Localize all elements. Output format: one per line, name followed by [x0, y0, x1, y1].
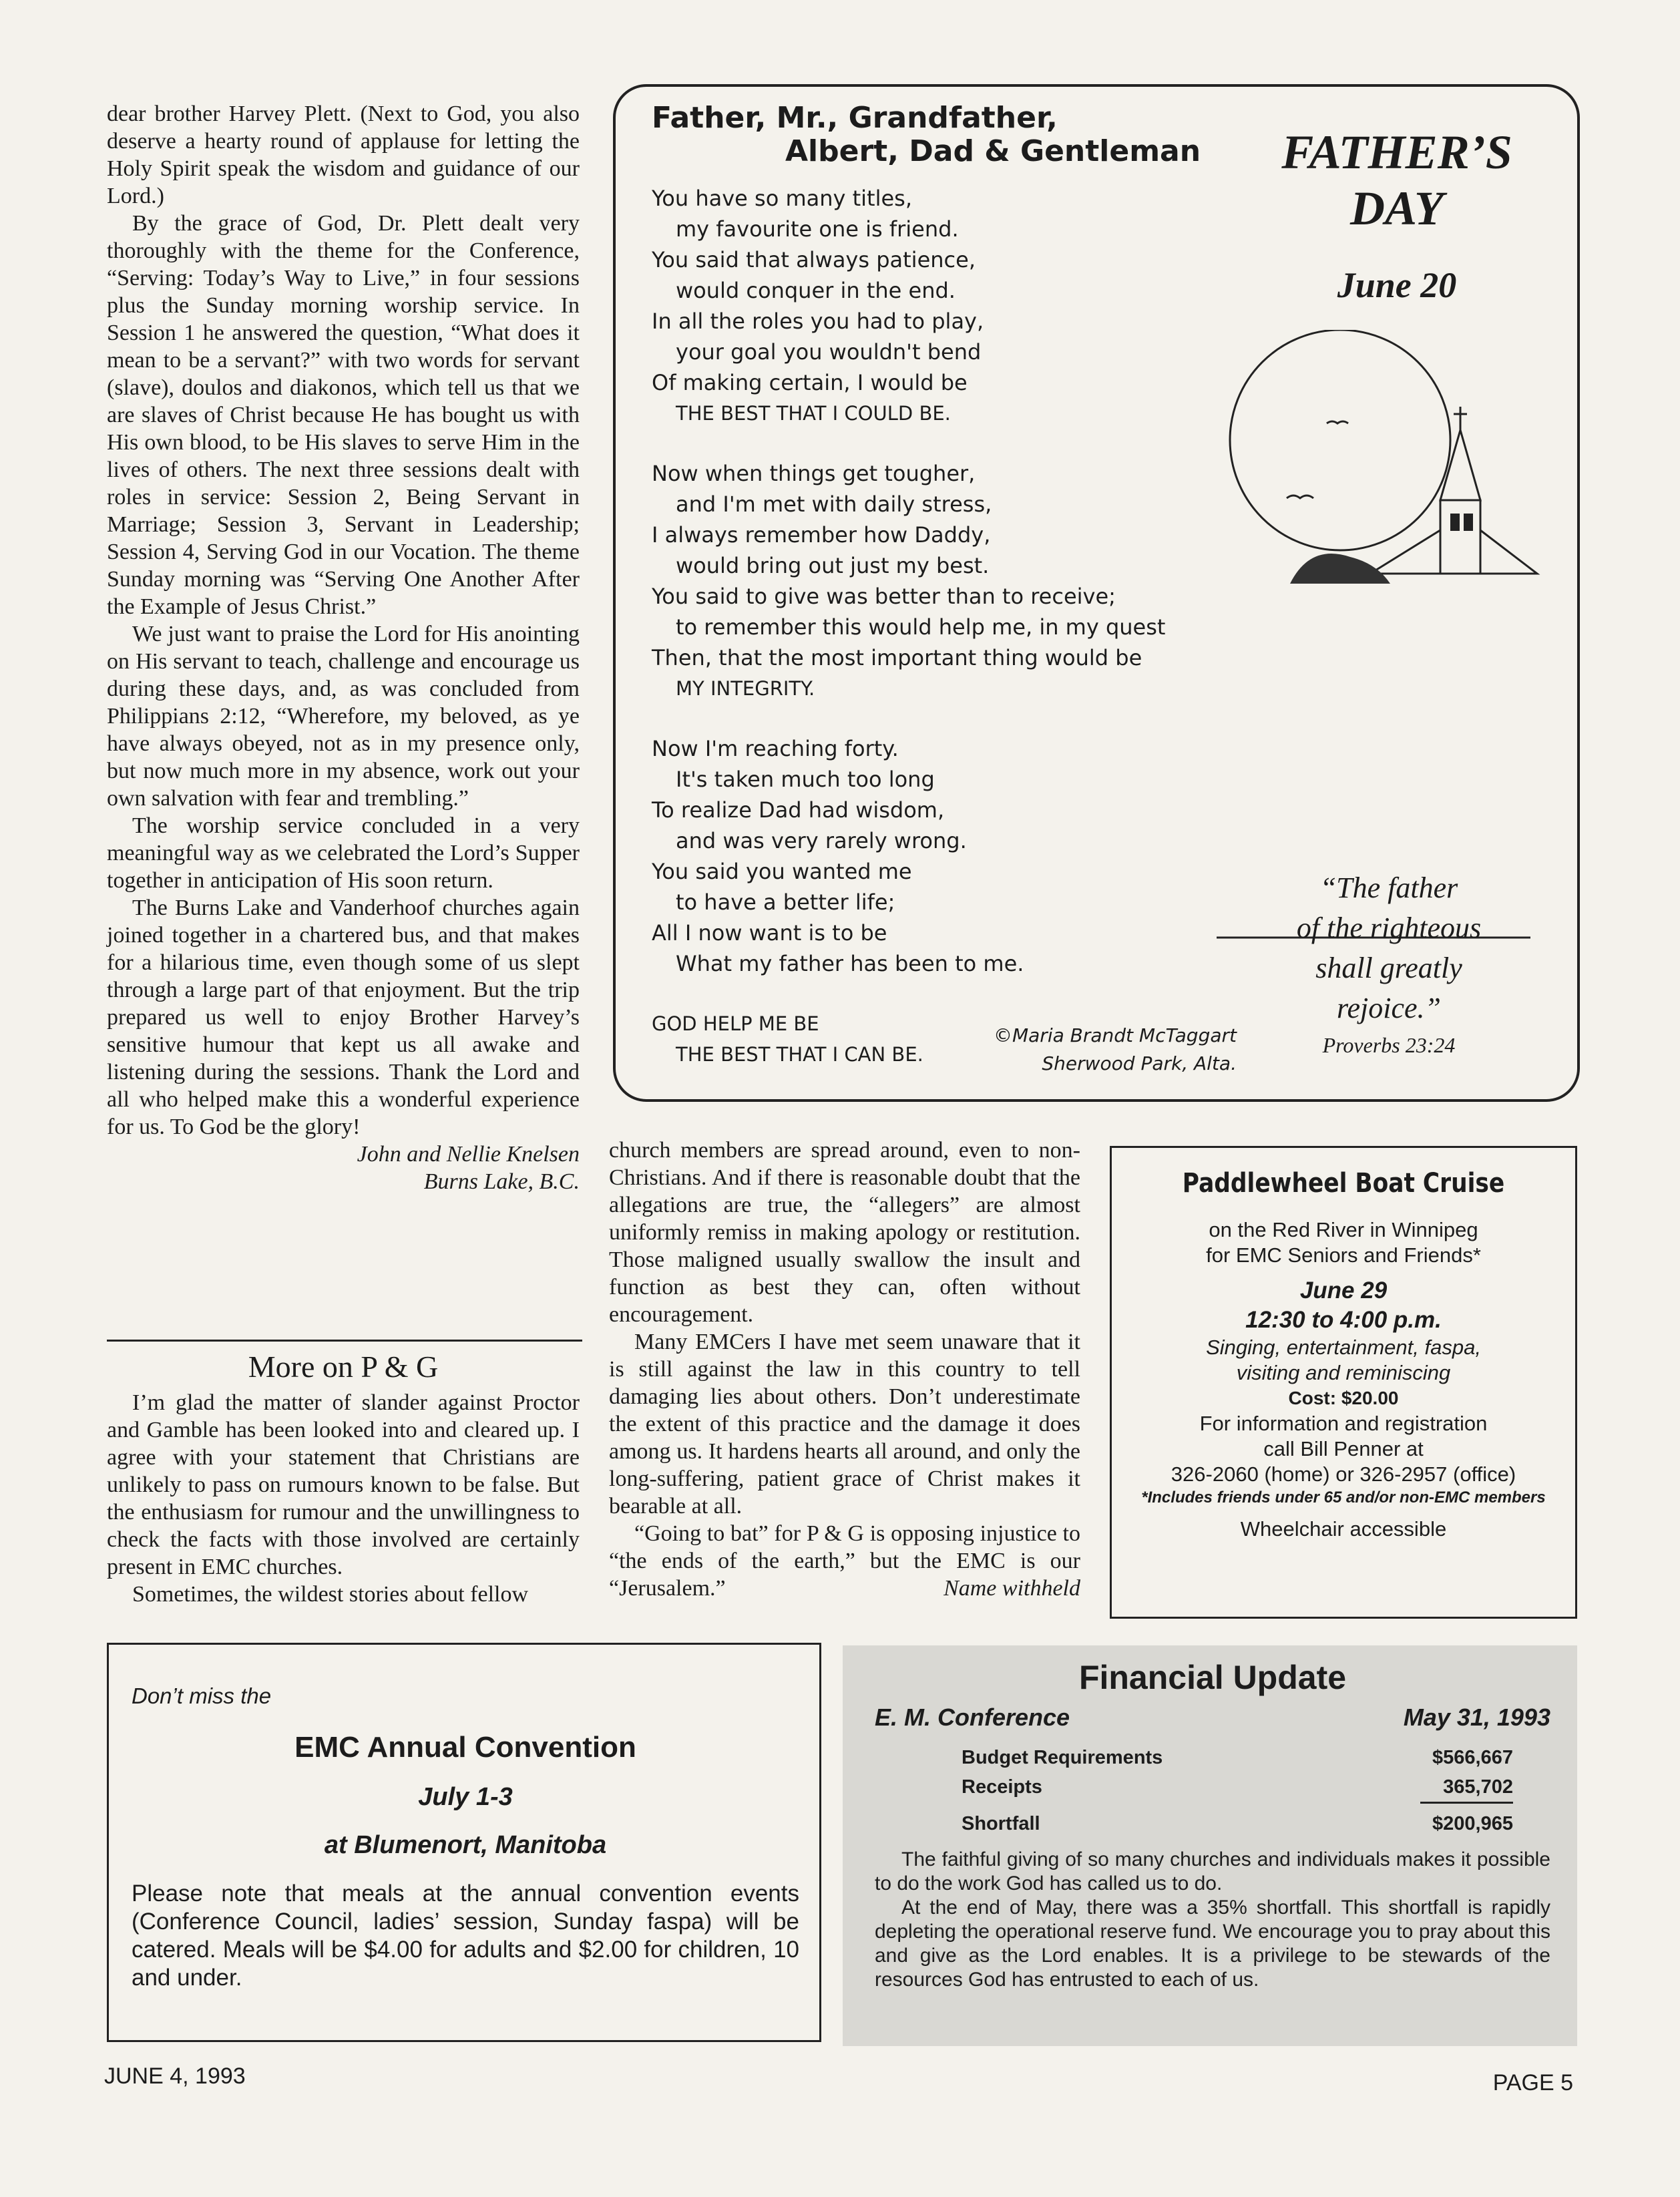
bird-icon: [1327, 421, 1348, 423]
poem-line: To realize Dad had wisdom,: [652, 797, 945, 823]
quote-line: “The father: [1319, 871, 1458, 904]
cruise-time: 12:30 to 4:00 p.m.: [1245, 1307, 1442, 1333]
poem-line: my favourite one is friend.: [676, 216, 959, 242]
cruise-line: on the Red River in Winnipeg: [1209, 1218, 1478, 1241]
church-window: [1464, 514, 1473, 531]
financial-date: May 31, 1993: [1403, 1704, 1550, 1731]
article-paragraph: The Burns Lake and Vanderhoof churches again joined together in a chartered bus, and that makes for a hilarious time, even though some of us slept through a large part of that enjoyment. But the trip prepared us well to enjoy Brother Harvey’s sensitive humour that kept us all awake and listening during the sessions. Thank the Lord and all who helped make this a wonderful experience for us. To God be the glory!: [107, 895, 580, 1139]
steeple: [1440, 430, 1480, 500]
cruise-date: June 29: [1299, 1277, 1388, 1304]
poem-line: and I'm met with daily stress,: [676, 491, 992, 517]
financial-value: $200,965: [1432, 1813, 1513, 1834]
pg-heading: More on P & G: [248, 1350, 439, 1384]
financial-update-box: [843, 1645, 1577, 2046]
convention-dates: July 1-3: [418, 1783, 513, 1811]
signature-name: Name withheld: [943, 1576, 1080, 1601]
poem-closing-line2: THE BEST THAT I CAN BE.: [676, 1043, 923, 1066]
cruise-cost: Cost: $20.00: [1288, 1388, 1399, 1408]
article-paragraph: I’m glad the matter of slander against Proctor and Gamble has been looked into and cleared up. I agree with your statement that Christians are unlikely to pass on rumours known to be false. But the enthusiasm for rumour and the unwillingness to check the facts with those involved are certainly present in EMC churches.: [107, 1390, 580, 1579]
cruise-info: call Bill Penner at: [1263, 1437, 1424, 1460]
poem-line: your goal you wouldn't bend: [676, 339, 982, 365]
poem-line: and was very rarely wrong.: [676, 828, 967, 853]
financial-org: E. M. Conference: [875, 1704, 1070, 1731]
poem-line: You said to give was better than to receive;: [652, 584, 1116, 609]
article-paragraph: dear brother Harvey Plett. (Next to God, you also deserve a hearty round of applause for letting the Holy Spirit speak the wisdom and guidance of our Lord.): [107, 102, 580, 208]
poem-line: In all the roles you had to play,: [652, 309, 984, 334]
section-divider: [107, 1340, 582, 1342]
financial-label: Receipts: [962, 1776, 1042, 1798]
poem-line: would conquer in the end.: [676, 278, 956, 303]
article-paragraph: Sometimes, the wildest stories about fellow: [132, 1582, 529, 1607]
poem-author-name: ©Maria Brandt McTaggart: [993, 1024, 1237, 1046]
cruise-footnote: *Includes friends under 65 and/or non-EMC members: [1141, 1488, 1546, 1507]
quote-line: rejoice.”: [1337, 992, 1441, 1024]
church-roof: [1480, 530, 1537, 574]
financial-table: [962, 1743, 1513, 1838]
cruise-title: Paddlewheel Boat Cruise: [1182, 1168, 1505, 1199]
poem: [652, 102, 1226, 1070]
financial-header: [875, 1702, 1550, 1734]
financial-paragraph: The faithful giving of so many churches and individuals makes it possible to do the work God has called us to do.: [875, 1848, 1550, 1894]
financial-row: [962, 1772, 1513, 1804]
poem-line: What my father has been to me.: [676, 951, 1024, 976]
cruise-access: Wheelchair accessible: [1240, 1517, 1447, 1541]
convention-intro: Don’t miss the: [132, 1683, 272, 1708]
poem-line: Now I'm reaching forty.: [652, 736, 899, 761]
poem-author-place: Sherwood Park, Alta.: [1042, 1052, 1237, 1074]
cruise-activities: Singing, entertainment, faspa,: [1206, 1336, 1481, 1359]
signature-place: Burns Lake, B.C.: [423, 1169, 580, 1194]
poem-line: MY INTEGRITY.: [676, 677, 815, 700]
pg-article: [107, 1349, 580, 1608]
church-illustration: [1217, 330, 1577, 944]
fathers-day-date: June 20: [1337, 265, 1457, 305]
article-paragraph: By the grace of God, Dr. Plett dealt very thoroughly with the theme for the Conference, “Serving: Today’s Way to Live,” in four sessions plus the Sunday morning worship service. In Session 1 he answered the question, “What does it mean to be a servant?” with two words for servant (slave), doulos and diakonos, which tell us that we are slaves of Christ because He has bought us with His own blood, to be His slaves to serve Him in the lives of others. The next three sessions dealt with roles in service: Session 2, Being Servant in Marriage; Session 3, Servant in Leadership; Session 4, Serving God in our Vocation. The theme Sunday morning was “Serving One Another After the Example of Jesus Christ.”: [107, 211, 580, 619]
poem-stanza: [652, 733, 1226, 979]
poem-stanza: [652, 458, 1226, 704]
financial-label: Budget Requirements: [962, 1747, 1163, 1768]
poem-line: THE BEST THAT I COULD BE.: [676, 402, 951, 425]
church-roof: [1370, 530, 1440, 574]
left-column-article: [107, 100, 580, 1195]
poem-line: Now when things get tougher,: [652, 461, 976, 486]
poem-stanza: [652, 183, 1226, 429]
financial-row: [962, 1809, 1513, 1838]
poem-line: Of making certain, I would be: [652, 370, 968, 395]
poem-line: I always remember how Daddy,: [652, 522, 991, 548]
cruise-box: [1110, 1146, 1577, 1619]
praying-hands-icon: [1290, 554, 1390, 584]
article-paragraph: We just want to praise the Lord for His anointing on His servant to teach, challenge and encourage us during these days, and, as was concluded from Philippians 2:12, “Wherefore, my beloved, as ye have always obeyed, not as in my presence only, but now much more in my absence, work out your own salvation with fear and trembling.”: [107, 622, 580, 811]
financial-label: Shortfall: [962, 1813, 1040, 1834]
signature-name: John and Nellie Knelsen: [357, 1142, 580, 1167]
fathers-day-panel: [1230, 123, 1564, 309]
poem-line: Then, that the most important thing would be: [652, 645, 1142, 670]
cruise-info: For information and registration: [1199, 1412, 1488, 1435]
poem-title-line2: Albert, Dad & Gentleman: [785, 134, 1201, 168]
poem-line: It's taken much too long: [676, 767, 935, 792]
financial-value: 365,702: [1420, 1772, 1513, 1804]
pg-article-continued: [609, 1137, 1080, 1602]
scripture-quote: [1249, 868, 1529, 1062]
article-paragraph: “Going to bat” for P & G is opposing injustice to “the ends of the earth,” but the EMC is our “Jerusalem.”: [609, 1521, 1080, 1601]
cruise-phones: 326-2060 (home) or 326-2957 (office): [1171, 1462, 1516, 1486]
poem-line: You said you wanted me: [652, 859, 912, 884]
poem-line: would bring out just my best.: [676, 553, 990, 578]
quote-line: shall greatly: [1315, 952, 1462, 984]
article-paragraph: church members are spread around, even to non-Christians. And if there is reasonable doubt that the allegations are true, the “allegers” are almost uniformly remiss in making apology or restitution. Those maligned usually swallow the insult and function as best they can, often without encouragement.: [609, 1138, 1080, 1327]
footer-date: JUNE 4, 1993: [104, 2063, 246, 2089]
cruise-line: for EMC Seniors and Friends*: [1206, 1243, 1481, 1267]
poem-line: to remember this would help me, in my quest: [676, 614, 1166, 640]
fathers-day-heading-line1: FATHER’S: [1281, 126, 1512, 179]
poem-line: to have a better life;: [676, 889, 895, 915]
financial-paragraph: At the end of May, there was a 35% shortfall. This shortfall is rapidly depleting the operational reserve fund. We encourage you to pray about this and give as the Lord enables. It is a privilege to be stewards of the resources God has entrusted to each of us.: [875, 1896, 1550, 1991]
financial-value: $566,667: [1432, 1747, 1513, 1768]
poem-line: You have so many titles,: [652, 186, 913, 211]
poem-line: All I now want is to be: [652, 920, 887, 946]
convention-note: Please note that meals at the annual convention events (Conference Council, ladies’ session, Sunday faspa) will be catered. Meals will be $4.00 for adults and $2.00 for children, 10 and under.: [132, 1880, 799, 1991]
fathers-day-heading-line2: DAY: [1349, 182, 1444, 235]
poem-closing-line1: GOD HELP ME BE: [652, 1012, 819, 1035]
cruise-activities: visiting and reminiscing: [1236, 1361, 1451, 1384]
bird-icon: [1287, 495, 1313, 498]
quote-reference: Proverbs 23:24: [1322, 1033, 1456, 1057]
fathers-day-poem-box: [613, 84, 1580, 1102]
article-paragraph: Many EMCers I have met seem unaware that it is still against the law in this country to tell damaging lies about others. Don’t underestimate the extent of this practice and the damage it does among us. It hardens hearts all around, and only the long-suffering, patient grace of Christ makes it bearable at all.: [609, 1330, 1080, 1519]
article-paragraph: The worship service concluded in a very meaningful way as we celebrated the Lord’s Supper together in anticipation of His soon return.: [107, 813, 580, 893]
poem-title-line1: Father, Mr., Grandfather,: [652, 101, 1058, 135]
footer-page-number: PAGE 5: [1492, 2070, 1573, 2095]
financial-title: Financial Update: [1078, 1659, 1347, 1696]
financial-row: [962, 1743, 1513, 1772]
convention-box: [107, 1643, 821, 2042]
church-window: [1450, 514, 1460, 531]
convention-title: EMC Annual Convention: [294, 1731, 636, 1764]
convention-place: at Blumenort, Manitoba: [324, 1831, 607, 1859]
sun-circle: [1230, 330, 1450, 550]
quote-line: of the righteous: [1296, 912, 1482, 944]
church-tower: [1440, 500, 1480, 574]
poem-author: [963, 1022, 1237, 1078]
poem-line: You said that always patience,: [652, 247, 976, 272]
